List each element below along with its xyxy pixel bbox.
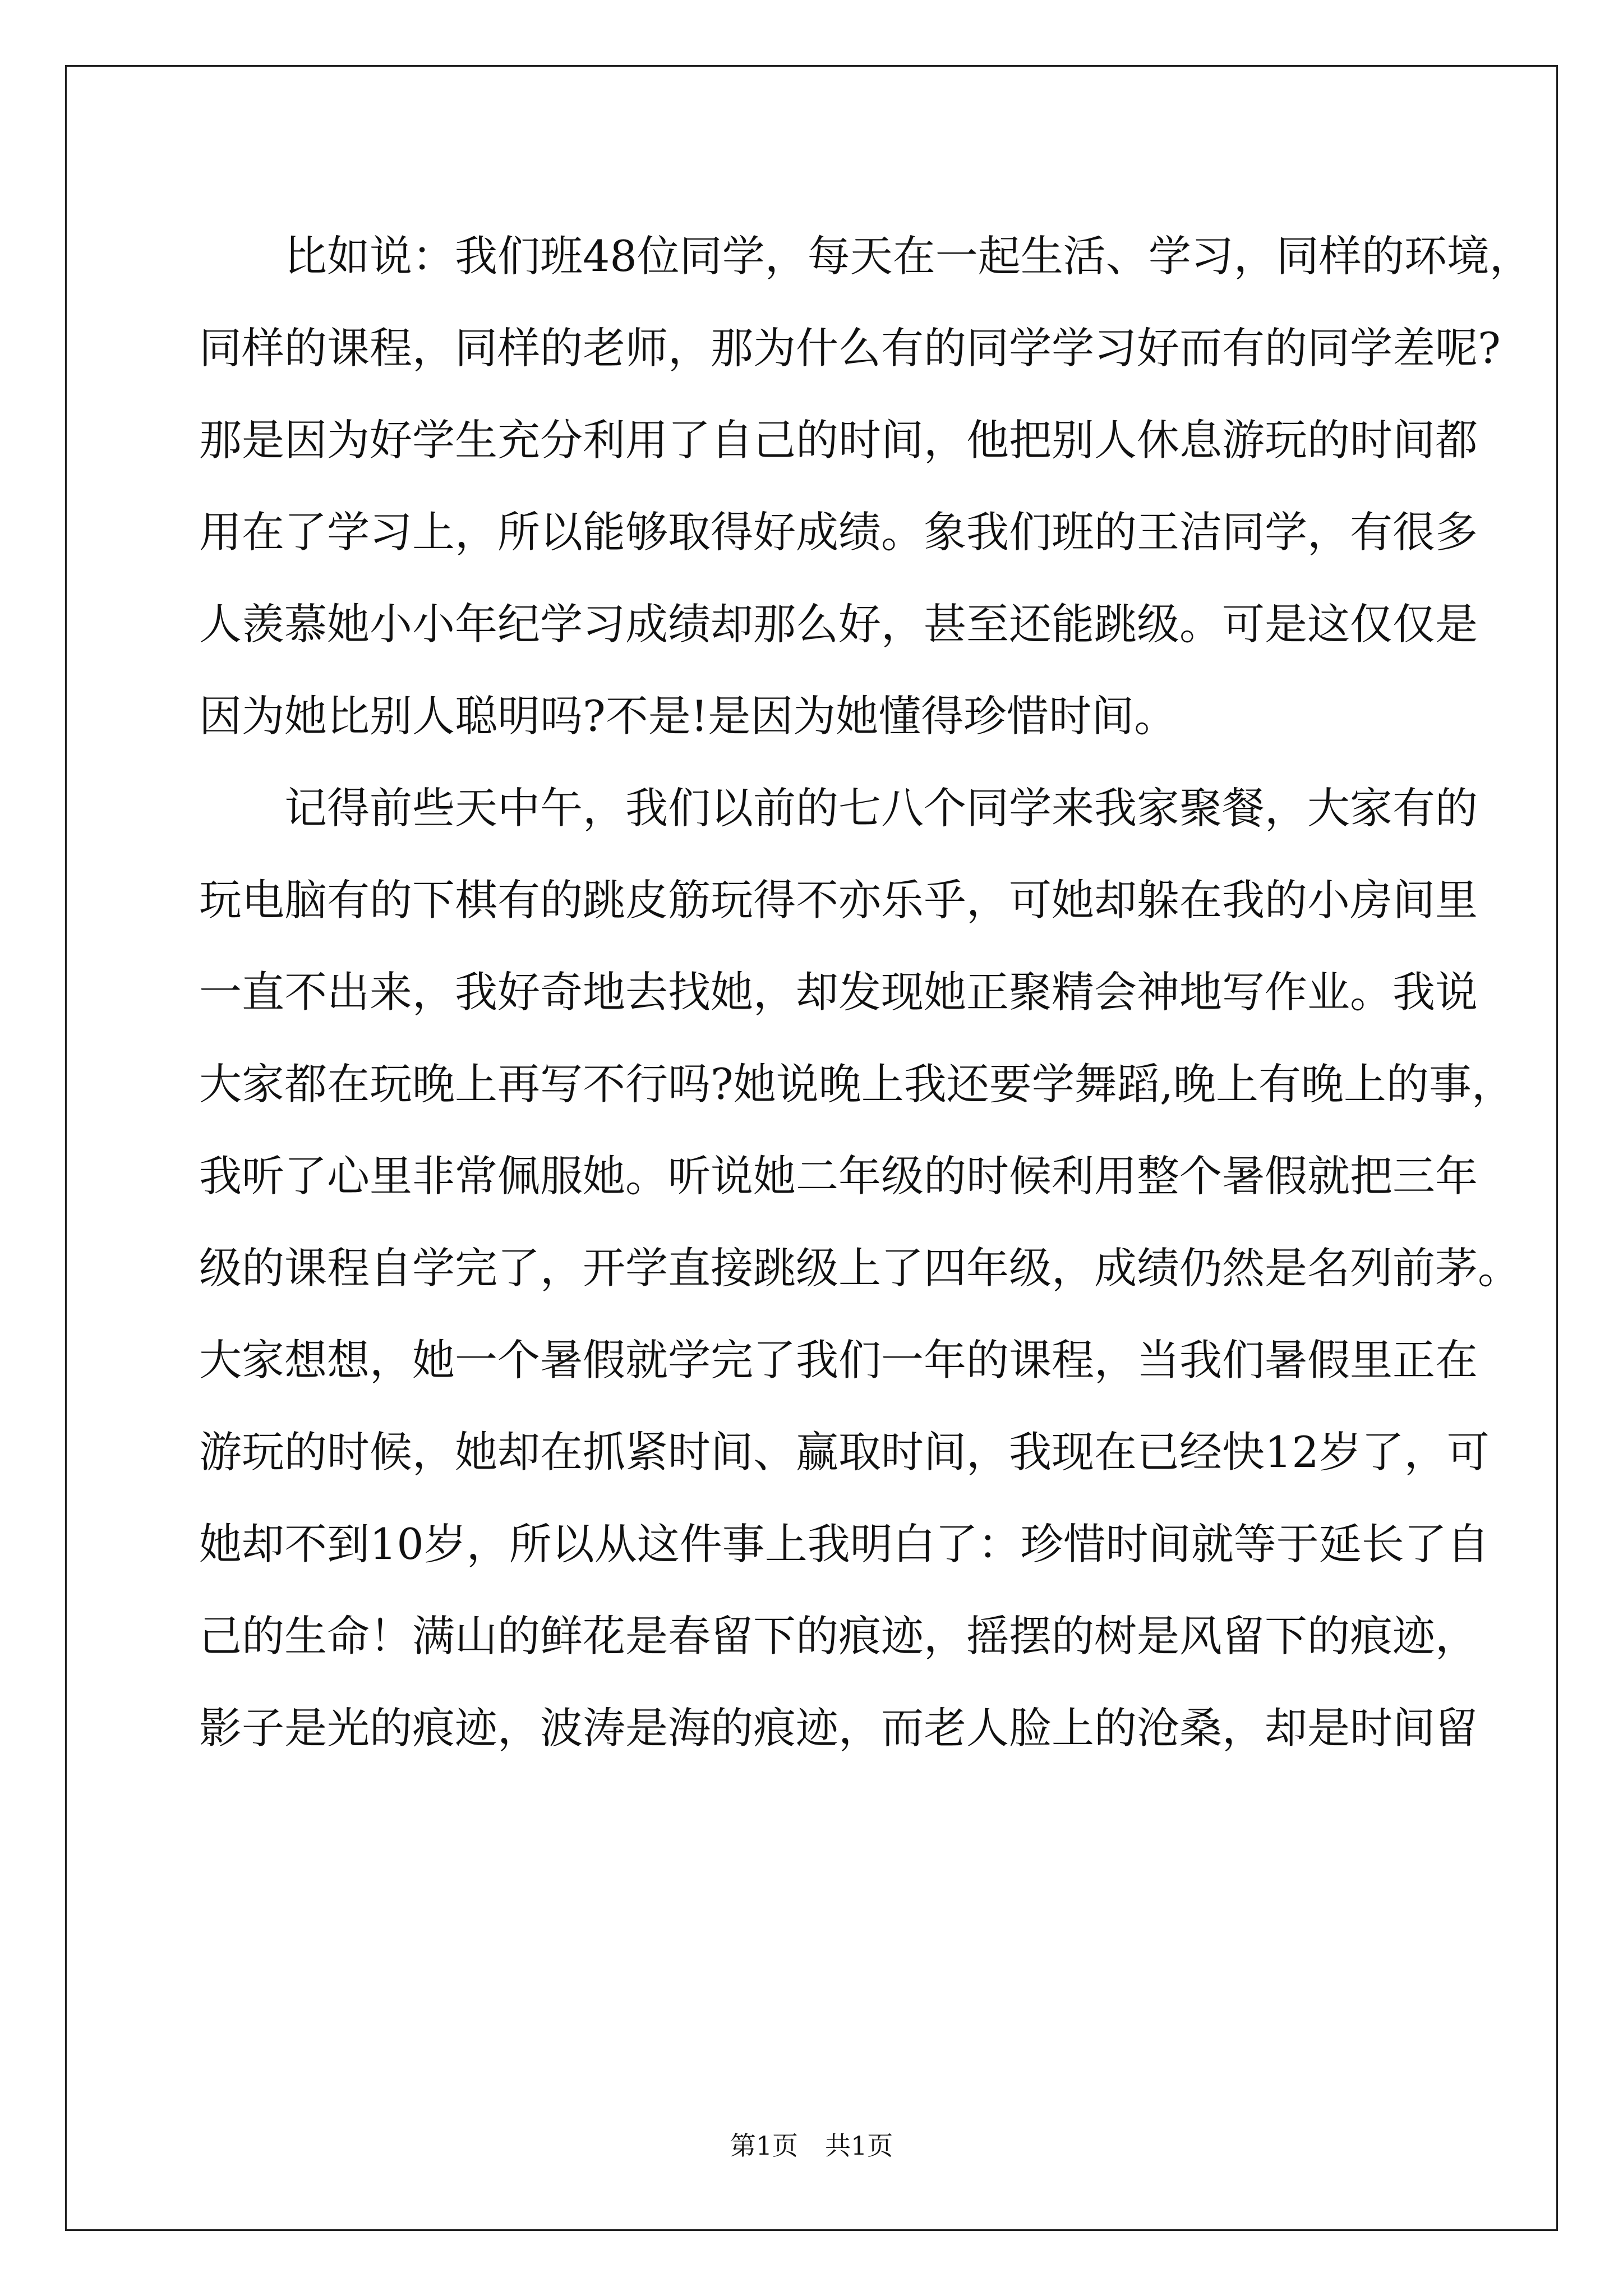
text-line: 己的生命！满山的鲜花是春留下的痕迹，摇摆的树是风留下的痕迹， <box>199 1611 1478 1661</box>
text-line: 人羡慕她小小年纪学习成绩却那么好，甚至还能跳级。可是这仅仅是 <box>199 599 1478 649</box>
text-line: 记得前些天中午，我们以前的七八个同学来我家聚餐，大家有的 <box>199 783 1478 833</box>
page-total: 共1页 <box>825 2131 893 2161</box>
text-line: 同样的课程，同样的老师，那为什么有的同学学习好而有的同学差呢? <box>199 323 1501 373</box>
paragraph-1 <box>199 210 1532 762</box>
text-line: 游玩的时候，她却在抓紧时间、赢取时间，我现在已经快12岁了，可 <box>199 1427 1490 1477</box>
text-line: 她却不到10岁，所以从这件事上我明白了：珍惜时间就等于延长了自 <box>199 1519 1490 1569</box>
text-line: 我听了心里非常佩服她。听说她二年级的时候利用整个暑假就把三年 <box>199 1151 1478 1201</box>
text-line: 一直不出来，我好奇地去找她，却发现她正聚精会神地写作业。我说 <box>199 967 1478 1017</box>
document-body <box>199 210 1532 1774</box>
text-line: 那是因为好学生充分利用了自己的时间，他把别人休息游玩的时间都 <box>199 415 1478 465</box>
text-line: 影子是光的痕迹，波涛是海的痕迹，而老人脸上的沧桑，却是时间留 <box>199 1703 1478 1753</box>
text-line: 比如说：我们班48位同学，每天在一起生活、学习，同样的环境， <box>199 231 1532 281</box>
text-line: 级的课程自学完了，开学直接跳级上了四年级，成绩仍然是名列前茅。 <box>199 1243 1520 1293</box>
text-line: 大家想想，她一个暑假就学完了我们一年的课程，当我们暑假里正在 <box>199 1335 1478 1385</box>
paragraph-2 <box>199 762 1520 1774</box>
text-line: 用在了学习上，所以能够取得好成绩。象我们班的王洁同学，有很多 <box>199 507 1478 557</box>
text-line: 大家都在玩晚上再写不行吗?她说晚上我还要学舞蹈,晚上有晚上的事， <box>199 1059 1514 1109</box>
text-line: 因为她比别人聪明吗?不是!是因为她懂得珍惜时间。 <box>199 691 1177 741</box>
page-number: 第1页 <box>730 2131 798 2161</box>
text-line: 玩电脑有的下棋有的跳皮筋玩得不亦乐乎，可她却躲在我的小房间里 <box>199 875 1478 925</box>
page-footer <box>0 2129 1623 2162</box>
